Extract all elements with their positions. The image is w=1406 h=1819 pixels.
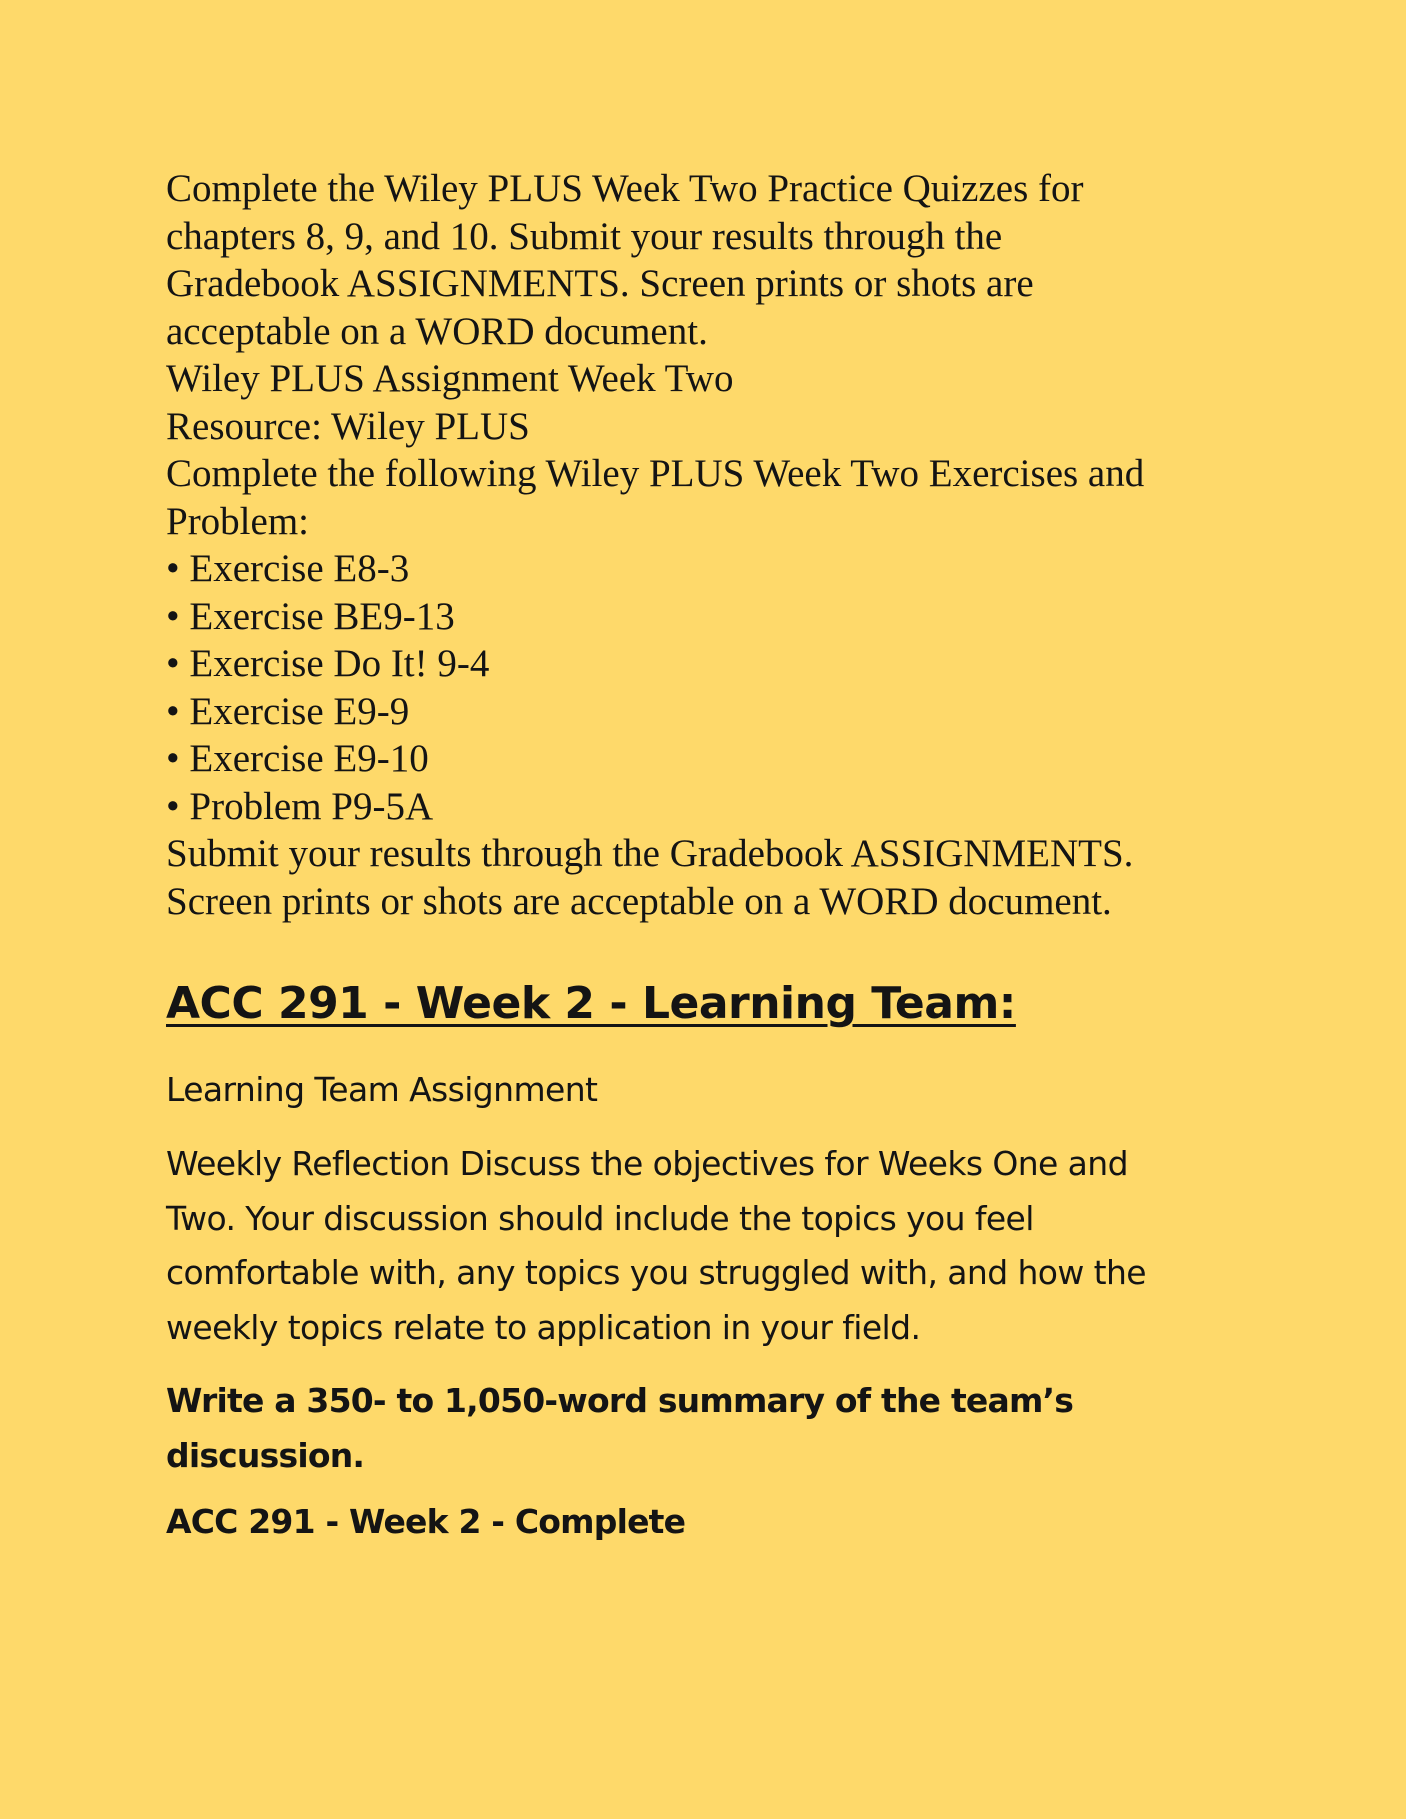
wiley-plus-instructions xyxy=(166,165,1326,925)
submit-line: Submit your results through the Gradebook ASSIGNMENTS. xyxy=(166,832,1134,875)
reflection-line: weekly topics relate to application in your field. xyxy=(166,1307,921,1347)
learning-team-heading: ACC 291 - Week 2 - Learning Team: xyxy=(166,978,1016,1029)
reflection-line: comfortable with, any topics you struggled with, and how the xyxy=(166,1253,1146,1292)
problem-item: • Problem P9-5A xyxy=(166,784,434,828)
exercise-item: • Exercise E8-3 xyxy=(166,547,410,590)
instructions-line: Complete the following Wiley PLUS Week Two Exercises and xyxy=(166,452,1145,495)
exercise-item: • Exercise E9-10 xyxy=(166,737,429,780)
submit-line: Screen prints or shots are acceptable on a WORD document. xyxy=(166,879,1112,923)
week-complete-label: ACC 291 - Week 2 - Complete xyxy=(166,1502,686,1541)
resource-line: Resource: Wiley PLUS xyxy=(166,404,530,448)
exercise-item: • Exercise BE9-13 xyxy=(166,594,455,638)
instructions-line: Problem: xyxy=(166,499,309,543)
intro-line: chapters 8, 9, and 10. Submit your results through the xyxy=(166,214,1003,258)
reflection-line: Weekly Reflection Discuss the objectives for Weeks One and xyxy=(166,1144,1128,1183)
intro-line: Complete the Wiley PLUS Week Two Practice Quizzes for xyxy=(166,167,1084,210)
summary-line: Write a 350- to 1,050-word summary of the team’s xyxy=(166,1381,1074,1420)
assignment-title: Wiley PLUS Assignment Week Two xyxy=(166,357,734,400)
summary-instruction xyxy=(166,1374,1073,1483)
exercise-item: • Exercise E9-9 xyxy=(166,689,410,733)
reflection-line: Two. Your discussion should include the topics you feel xyxy=(166,1198,1034,1238)
exercise-item: • Exercise Do It! 9-4 xyxy=(166,642,490,685)
learning-team-subheading: Learning Team Assignment xyxy=(166,1070,598,1109)
intro-line: Gradebook ASSIGNMENTS. Screen prints or shots are xyxy=(166,262,1034,305)
weekly-reflection-paragraph xyxy=(166,1137,1146,1355)
intro-line: acceptable on a WORD document. xyxy=(166,309,708,353)
summary-line: discussion. xyxy=(166,1435,365,1475)
